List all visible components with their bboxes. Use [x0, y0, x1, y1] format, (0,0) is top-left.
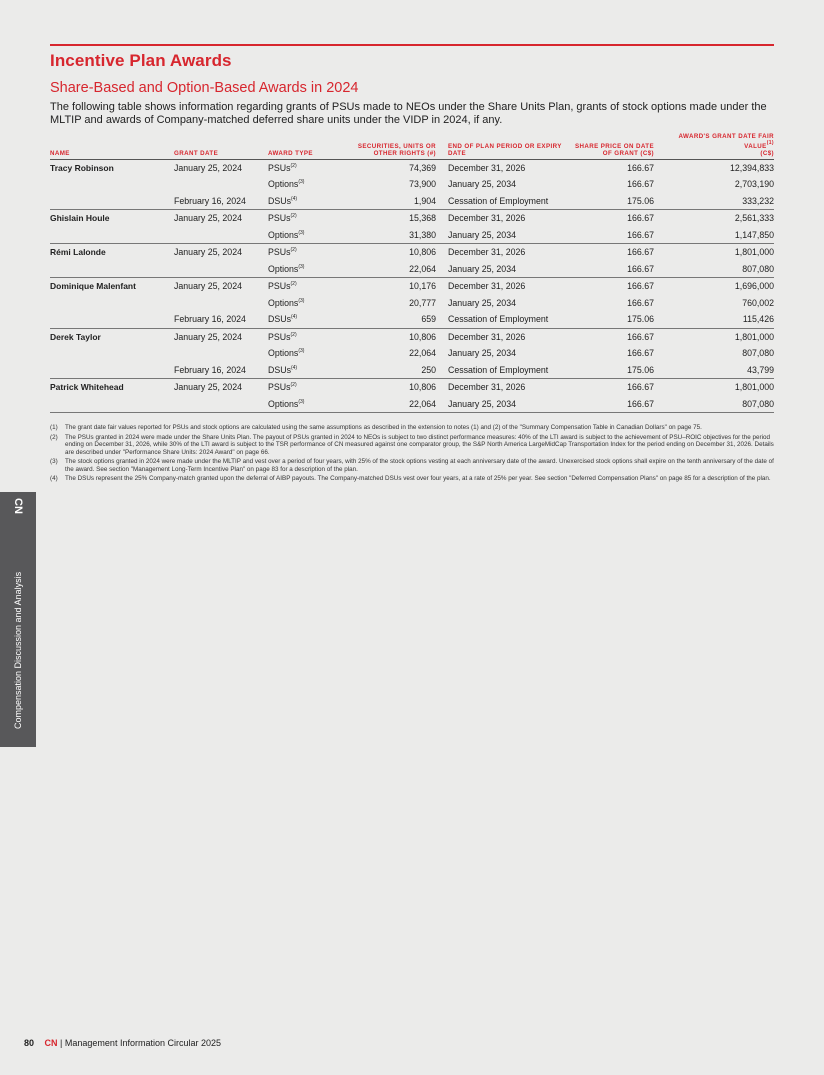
cell-fair-value: 43,799	[747, 364, 774, 375]
cell-end-period: January 25, 2034	[448, 229, 516, 240]
cell-end-period: Cessation of Employment	[448, 314, 549, 325]
cell-grant-date: January 25, 2024	[174, 162, 242, 173]
cell-end-period: Cessation of Employment	[448, 364, 549, 375]
cell-name	[50, 176, 174, 193]
cell-gap	[436, 193, 448, 210]
cell-gap	[436, 210, 448, 227]
footnote-number: (1)	[50, 424, 58, 431]
cell-grant-date: January 25, 2024	[174, 382, 242, 393]
cell-name: Patrick Whitehead	[50, 382, 124, 393]
col-header-share-price: SHARE PRICE ON DATE OF GRANT (C$)	[575, 142, 654, 157]
cell-fair-value: 115,426	[742, 314, 774, 325]
cell-grant-date: February 16, 2024	[174, 364, 246, 375]
cell-share-price: 175.06	[627, 314, 654, 325]
col-header-grant-date: GRANT DATE	[174, 149, 219, 157]
cell-grant-date: January 25, 2024	[174, 247, 242, 258]
table-row	[50, 295, 774, 312]
cell-award-type: PSUs$^{(2)}$	[268, 162, 297, 173]
cell-end-period: January 25, 2034	[448, 179, 516, 190]
cell-share-price: 166.67	[627, 213, 654, 224]
footnotes	[50, 424, 774, 483]
footer-separator: |	[60, 1038, 63, 1048]
footnote	[50, 475, 774, 483]
section-title: Incentive Plan Awards	[50, 50, 232, 70]
cell-share-price: 166.67	[627, 398, 654, 409]
page-number: 80	[24, 1038, 35, 1048]
cell-share-price: 166.67	[627, 247, 654, 258]
footer-title: Management Information Circular 2025	[64, 1038, 221, 1048]
table-row	[50, 244, 774, 261]
col-header-end-period: END OF PLAN PERIOD OR EXPIRY DATE	[448, 142, 562, 157]
cell-grant-date: February 16, 2024	[174, 195, 246, 206]
cell-end-period: December 31, 2026	[448, 331, 526, 342]
cell-share-price: 166.67	[627, 331, 654, 342]
cell-name	[50, 311, 174, 328]
cell-fair-value: 760,002	[742, 297, 774, 308]
cell-name	[50, 396, 174, 413]
cell-fair-value: 1,147,850	[734, 229, 774, 240]
cell-gap	[436, 227, 448, 244]
cell-name	[50, 261, 174, 278]
cell-share-price: 166.67	[627, 281, 654, 292]
footer-brand: CN	[44, 1038, 58, 1048]
table-row	[50, 379, 774, 396]
cell-share-price: 166.67	[627, 382, 654, 393]
cell-gap	[436, 362, 448, 379]
col-header-name: NAME	[50, 149, 70, 157]
cell-units: 10,806	[409, 247, 436, 258]
cell-units: 10,806	[409, 331, 436, 342]
cell-units: 659	[421, 314, 436, 325]
cell-award-type: Options$^{(3)}$	[268, 179, 305, 190]
cell-share-price: 166.67	[627, 229, 654, 240]
table-row	[50, 328, 774, 345]
table-row	[50, 278, 774, 295]
cell-fair-value: 807,080	[742, 263, 774, 274]
cell-grant-date: January 25, 2024	[174, 213, 242, 224]
cell-name: Dominique Malenfant	[50, 281, 136, 292]
page-footer	[24, 1038, 221, 1048]
cell-grant-date: February 16, 2024	[174, 314, 246, 325]
cell-end-period: Cessation of Employment	[448, 195, 549, 206]
cell-gap	[436, 295, 448, 312]
cell-name	[50, 227, 174, 244]
cell-award-type: Options$^{(3)}$	[268, 398, 305, 409]
cell-end-period: December 31, 2026	[448, 213, 526, 224]
cell-fair-value: 12,394,833	[729, 162, 774, 173]
footnote-number: (3)	[50, 458, 58, 465]
cell-units: 1,904	[413, 195, 436, 206]
cell-fair-value: 1,801,000	[734, 247, 774, 258]
table-row	[50, 159, 774, 176]
cell-award-type: Options$^{(3)}$	[268, 297, 305, 308]
cell-fair-value: 1,801,000	[734, 382, 774, 393]
cell-name	[50, 362, 174, 379]
cell-gap	[436, 396, 448, 413]
cell-fair-value: 1,696,000	[734, 281, 774, 292]
cell-name	[50, 345, 174, 362]
table-row	[50, 261, 774, 278]
table-row	[50, 210, 774, 227]
subsection-title: Share-Based and Option-Based Awards in 2024	[50, 79, 359, 96]
cell-award-type: PSUs$^{(2)}$	[268, 281, 297, 292]
cell-gap	[436, 261, 448, 278]
footnote-text: The stock options granted in 2024 were made under the MLTIP and vest over a period of four years, with 25% of the stock options vesting at each anniversary date of the award. Unexercised stock options shall expire on the tenth anniversary of the date of the award. See section "Management Long-Term Incentive Plan" on page 83 for a description of the plan.	[65, 458, 774, 473]
footnote	[50, 424, 774, 432]
footnote-number: (2)	[50, 433, 58, 441]
cell-units: 31,380	[409, 229, 436, 240]
footnote	[50, 458, 774, 473]
table-row	[50, 193, 774, 210]
cell-award-type: Options$^{(3)}$	[268, 263, 305, 274]
cell-award-type: DSUs$^{(4)}$	[268, 364, 298, 375]
cell-end-period: December 31, 2026	[448, 281, 526, 292]
footnote-text: The DSUs represent the 25% Company-match granted upon the deferral of AIBP payouts. The Company-matched DSUs vest over four years, at a rate of 25% per year. See section "Deferred Compensation Plans" on page 85 for a description of the plan.	[65, 475, 771, 482]
cell-gap	[436, 379, 448, 396]
cell-units: 73,900	[409, 179, 436, 190]
cell-grant-date: January 25, 2024	[174, 331, 242, 342]
cell-units: 10,806	[409, 382, 436, 393]
cell-grant-date	[174, 295, 268, 312]
cell-grant-date	[174, 176, 268, 193]
cell-end-period: January 25, 2034	[448, 263, 516, 274]
cell-units: 250	[421, 364, 436, 375]
table-row	[50, 227, 774, 244]
cell-award-type: PSUs$^{(2)}$	[268, 382, 297, 393]
cell-fair-value: 1,801,000	[734, 331, 774, 342]
cell-end-period: December 31, 2026	[448, 382, 526, 393]
cell-name	[50, 295, 174, 312]
top-rule	[50, 44, 774, 46]
cell-units: 74,369	[409, 162, 436, 173]
table-row	[50, 396, 774, 413]
cell-fair-value: 2,703,190	[734, 179, 774, 190]
intro-paragraph: The following table shows information regarding grants of PSUs made to NEOs under the Share Units Plan, grants of stock options made under the MLTIP and awards of Company-matched deferred share units under the VIDP in 2024, if any.	[50, 100, 767, 126]
cell-share-price: 166.67	[627, 263, 654, 274]
table-row	[50, 176, 774, 193]
cell-fair-value: 807,080	[742, 348, 774, 359]
page-content	[50, 44, 774, 485]
cell-units: 22,064	[409, 348, 436, 359]
cell-grant-date	[174, 345, 268, 362]
cell-end-period: January 25, 2034	[448, 297, 516, 308]
cell-award-type: Options$^{(3)}$	[268, 348, 305, 359]
cell-units: 10,176	[409, 281, 436, 292]
cell-award-type: Options$^{(3)}$	[268, 229, 305, 240]
cell-units: 22,064	[409, 263, 436, 274]
cell-units: 15,368	[409, 213, 436, 224]
cell-fair-value: 2,561,333	[734, 213, 774, 224]
cell-grant-date	[174, 227, 268, 244]
table-row	[50, 311, 774, 328]
cell-name: Derek Taylor	[50, 331, 101, 342]
cell-name: Tracy Robinson	[50, 162, 114, 173]
awards-table	[50, 133, 774, 414]
side-tab	[0, 492, 36, 747]
cell-award-type: PSUs$^{(2)}$	[268, 247, 297, 258]
cell-name: Rémi Lalonde	[50, 247, 106, 258]
cell-gap	[436, 176, 448, 193]
cell-fair-value: 807,080	[742, 398, 774, 409]
cell-end-period: December 31, 2026	[448, 162, 526, 173]
cell-end-period: January 25, 2034	[448, 398, 516, 409]
cell-units: 20,777	[409, 297, 436, 308]
table-row	[50, 345, 774, 362]
col-header-securities: SECURITIES, UNITS OR OTHER RIGHTS (#)	[357, 142, 436, 157]
footnote-number: (4)	[50, 475, 58, 482]
cell-fair-value: 333,232	[742, 195, 774, 206]
cell-end-period: January 25, 2034	[448, 348, 516, 359]
cell-award-type: DSUs$^{(4)}$	[268, 314, 298, 325]
col-header-fair-value: AWARD'S GRANT DATE FAIR VALUE$^{(1)}$ (C$)	[678, 132, 774, 157]
cell-gap	[436, 328, 448, 345]
side-tab-label: Compensation Discussion and Analysis	[13, 571, 23, 729]
footnote-text: The grant date fair values reported for PSUs and stock options are calculated using the same assumptions as described in the extension to notes (1) and (2) of the "Summary Compensation Table in Canadian Dollars" on page 75.	[65, 424, 702, 431]
cell-share-price: 175.06	[627, 364, 654, 375]
cell-units: 22,064	[409, 398, 436, 409]
cell-award-type: PSUs$^{(2)}$	[268, 213, 297, 224]
footnote	[50, 434, 774, 457]
cell-share-price: 166.67	[627, 179, 654, 190]
cell-name	[50, 193, 174, 210]
cell-gap	[436, 311, 448, 328]
cell-share-price: 166.67	[627, 348, 654, 359]
table-header-row	[50, 133, 774, 160]
cell-award-type: DSUs$^{(4)}$	[268, 195, 298, 206]
cn-logo: CN	[12, 498, 24, 514]
footnote-text: The PSUs granted in 2024 were made under the Share Units Plan. The payout of PSUs granted in 2024 to NEOs is subject to two distinct performance measures: 40% of the LTI award is subject to the achievement of PSU–ROIC objectives for the period ending on December 31, 2026, while 30% of the LTI award is subject to the TSR performance of CN measured against one comparator group, the S&P North America LargeMidCap Transportation Index for the period ending on December 31, 2026. Details are described under "Performance Share Units: 2024 Award" on page 66.	[65, 433, 774, 456]
cell-grant-date	[174, 396, 268, 413]
table-row	[50, 362, 774, 379]
cell-award-type: PSUs$^{(2)}$	[268, 331, 297, 342]
cell-share-price: 166.67	[627, 162, 654, 173]
table-body	[50, 159, 774, 413]
cell-grant-date	[174, 261, 268, 278]
cell-end-period: December 31, 2026	[448, 247, 526, 258]
col-header-award-type: AWARD TYPE	[268, 149, 313, 157]
cell-name: Ghislain Houle	[50, 213, 110, 224]
cell-share-price: 166.67	[627, 297, 654, 308]
cell-gap	[436, 345, 448, 362]
cell-gap	[436, 244, 448, 261]
cell-gap	[436, 278, 448, 295]
cell-share-price: 175.06	[627, 195, 654, 206]
cell-gap	[436, 159, 448, 176]
cell-grant-date: January 25, 2024	[174, 281, 242, 292]
